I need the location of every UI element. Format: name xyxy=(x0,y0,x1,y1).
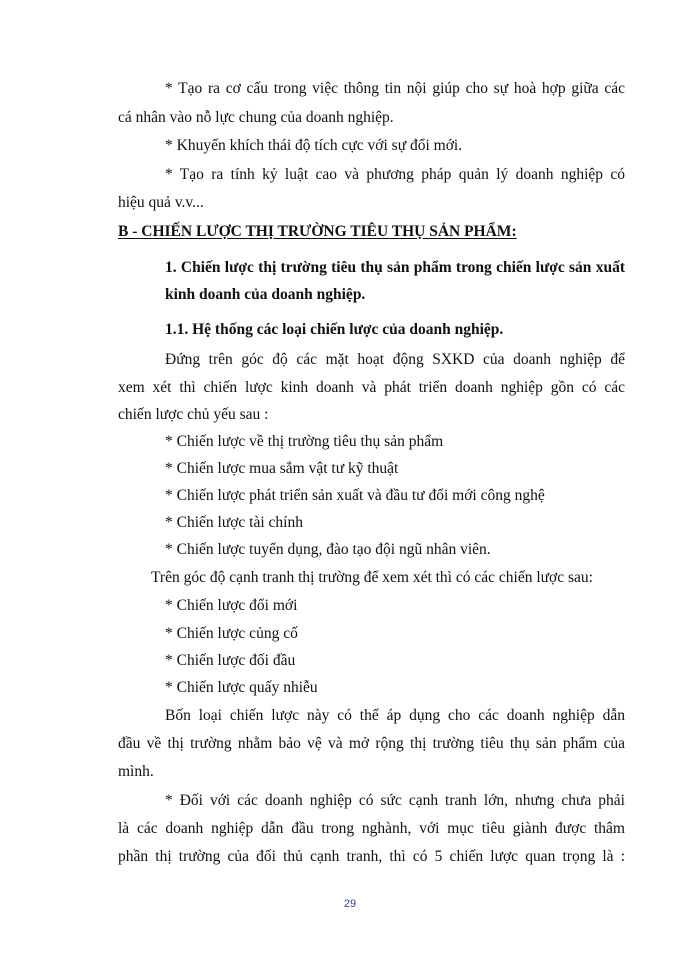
paragraph-line: chiến lược chủ yếu sau : xyxy=(118,406,269,423)
bullet-line: * Chiến lược tuyển dụng, đào tạo đội ngũ nhân viên. xyxy=(165,541,491,558)
subsection-heading: kinh doanh của doanh nghiệp. xyxy=(165,286,366,303)
subsection-heading: 1. Chiến lược thị trường tiêu thụ sản phẩm trong chiến lược sản xuất xyxy=(165,259,625,276)
paragraph-line: * Tạo ra tính kỷ luật cao và phương pháp quản lý doanh nghiệp có xyxy=(165,166,625,183)
paragraph-line: đầu về thị trường nhằm bảo vệ và mở rộng thị trường tiêu thụ sản phẩm của xyxy=(118,735,625,752)
paragraph-line: Trên góc độ cạnh tranh thị trường để xem xét thì có các chiến lược sau: xyxy=(151,569,593,586)
paragraph-line: phần thị trường của đối thủ cạnh tranh, thì có 5 chiến lược quan trọng là : xyxy=(118,848,625,865)
paragraph-line: Bốn loại chiến lược này có thể áp dụng cho các doanh nghiệp dẫn xyxy=(165,707,625,724)
paragraph-line: * Đối với các doanh nghiệp có sức cạnh tranh lớn, nhưng chưa phải xyxy=(165,792,625,809)
bullet-line: * Khuyến khích thái độ tích cực với sự đổi mới. xyxy=(165,137,463,154)
paragraph-line: cá nhân vào nỗ lực chung của doanh nghiệp. xyxy=(118,109,394,126)
paragraph-line: hiệu quả v.v... xyxy=(118,194,204,211)
paragraph-line: mình. xyxy=(118,763,154,780)
subsection-title: 1.1. Hệ thống các loại chiến lược của doanh nghiệp. xyxy=(165,321,504,338)
page-number: 29 xyxy=(343,898,357,910)
bullet-line: * Chiến lược phát triển sản xuất và đầu tư đổi mới công nghệ xyxy=(165,487,545,504)
bullet-line: * Chiến lược về thị trường tiêu thụ sản phẩm xyxy=(165,433,444,450)
paragraph-line: là các doanh nghiệp dẫn đầu trong nghành, với mục tiêu giành được thâm xyxy=(118,820,625,837)
bullet-line: * Chiến lược mua sắm vật tư kỹ thuật xyxy=(165,460,399,477)
bullet-line: * Chiến lược đối đầu xyxy=(165,652,296,669)
paragraph-line: * Tạo ra cơ cấu trong việc thông tin nội giúp cho sự hoà hợp giữa các xyxy=(165,80,625,97)
paragraph-line: xem xét thì chiến lược kinh doanh và phát triển doanh nghiệp gồn có các xyxy=(118,379,625,396)
section-heading-b: B - CHIẾN LƯỢC THỊ TRƯỜNG TIÊU THỤ SẢN PHẨM: xyxy=(118,223,517,240)
bullet-line: * Chiến lược đổi mới xyxy=(165,597,298,614)
bullet-line: * Chiến lược củng cố xyxy=(165,625,298,642)
paragraph-line: Đứng trên góc độ các mặt hoạt động SXKD của doanh nghiệp để xyxy=(165,351,625,368)
bullet-line: * Chiến lược tài chính xyxy=(165,514,303,531)
bullet-line: * Chiến lược quấy nhiễu xyxy=(165,679,318,696)
